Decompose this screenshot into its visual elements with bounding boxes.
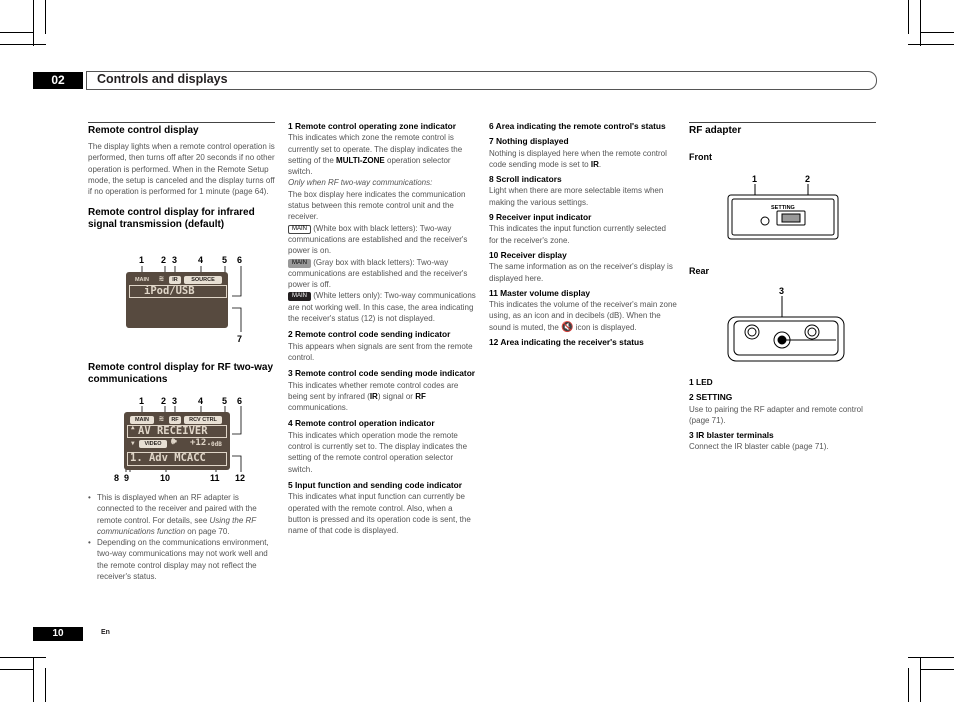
- item2-title: 2 Remote control code sending indicator: [288, 329, 451, 340]
- col1-rule: [88, 122, 275, 123]
- item1-title: 1 Remote control operating zone indicator: [288, 121, 456, 131]
- item4-title: 4 Remote control operation indicator: [288, 418, 435, 429]
- section-number: 02: [33, 72, 83, 89]
- item1-text-c: The box display here indicates the communication status between this remote control unit and the receiver.: [288, 189, 466, 222]
- callout-2: 2: [161, 255, 167, 265]
- section-title: Controls and displays: [97, 72, 228, 86]
- item1-bold: MULTI-ZONE: [336, 155, 385, 165]
- mute-icon: 🔇: [561, 321, 574, 333]
- heading-rf-adapter: RF adapter: [689, 125, 742, 136]
- item1-white-box: (White box with black letters): Two-way communications are established and the receiver's power is on.: [288, 223, 468, 256]
- item8-text: Light when there are more selectable items when making the various settings.: [489, 186, 664, 207]
- language-code: En: [101, 629, 110, 636]
- rf-tag-main: MAIN: [130, 416, 154, 424]
- item11-text: [489, 299, 677, 333]
- bullet-communications: • Depending on the communications environment, two-way communications may not work well and the remote control display may not reflect the receiver's status.: [88, 537, 272, 582]
- tag-main-dark: MAIN: [288, 292, 311, 301]
- item10-text: The same information as on the receiver's display is displayed here.: [489, 262, 673, 283]
- item4-text: This indicates which operation mode the remote control is currently set to. The display indicates the setting of the remote control operation selector switch.: [288, 430, 468, 474]
- item7-text: [489, 148, 677, 171]
- heading-rear: Rear: [689, 266, 710, 276]
- item5-title: 5 Input function and sending code indicator: [288, 479, 463, 490]
- rf-callout-2: 2: [161, 396, 167, 406]
- item1-gray-box: (Gray box with black letters): Two-way communications are established and the receiver's power is off.: [288, 257, 468, 290]
- item3-rf: RF: [415, 391, 426, 401]
- ir-send-icon: ≋: [159, 274, 164, 283]
- heading-front: Front: [689, 152, 712, 162]
- rf-callout-4: 4: [198, 396, 204, 406]
- column-2: [288, 121, 476, 536]
- heading-remote-control-display: Remote control display: [88, 125, 199, 136]
- column-3: [489, 121, 677, 348]
- callout-4: 4: [198, 255, 204, 265]
- item6-title: 6 Area indicating the remote control's status: [489, 121, 666, 131]
- item1-italic: Only when RF two-way communications:: [288, 178, 433, 188]
- rf-callout-6: 6: [237, 396, 243, 406]
- item3-text-c: communications.: [288, 403, 349, 413]
- bullet-rf-adapter: [88, 492, 272, 537]
- rf-volume-unit: 0dB: [211, 441, 222, 448]
- column-1-bullets: [88, 492, 272, 582]
- speaker-icon: 🕪: [171, 437, 177, 447]
- item3-ir: IR: [369, 391, 378, 401]
- item3-text: [288, 380, 476, 414]
- intro-text: The display lights when a remote control operation is performed, then turns off after 20 seconds if no other operation is performed. When in the Remote Setup mode, the setup is canceled and the display turns off if no operation is performed for 1 minute (page 64).: [88, 142, 275, 197]
- item7-text-a: Nothing is displayed here when the remote control code sending mode is set to: [489, 148, 667, 169]
- rf-callout-1: 1: [139, 396, 145, 406]
- item10-title: 10 Receiver display: [489, 249, 567, 260]
- rear-callout-3: 3: [779, 286, 785, 296]
- rf-callout-3: 3: [172, 396, 178, 406]
- rf-callout-11: 11: [210, 473, 220, 483]
- item2-text: This appears when signals are sent from the remote control.: [288, 341, 473, 362]
- item1-text: [288, 132, 476, 177]
- item7-title: 7 Nothing displayed: [489, 136, 569, 147]
- rear-drawing: [726, 295, 846, 365]
- item7-bold: IR: [590, 159, 599, 169]
- rf-volume: +12.: [190, 438, 212, 448]
- item1-white-letters: (White letters only): Two-way communications are not working well. In this case, the area indicating the receiver's status (12) is not displayed.: [288, 291, 476, 324]
- setting-label: SETTING: [771, 205, 795, 211]
- item3-text-b: ) signal or: [377, 391, 416, 401]
- rf-callout-12: 12: [235, 473, 246, 483]
- column-4: [689, 125, 876, 163]
- item5-text: This indicates what input function can currently be operated with the remote control. Also, when a button is pressed and its operation code is sent, the name of that code is displayed.: [288, 492, 471, 536]
- column-1: [88, 125, 275, 231]
- bullet1-text: This is displayed when an RF adapter is connected to the receiver and paired with the remote control. For details, see: [97, 493, 257, 525]
- rf-tag-video: VIDEO: [139, 440, 167, 448]
- tag-main-gray: MAIN: [288, 259, 311, 268]
- bullet1-link-text: Using the RF communications function: [97, 515, 257, 536]
- item3-text-a: This indicates whether remote control codes are being sent by infrared (: [288, 380, 459, 401]
- rf-callout-9: 9: [124, 473, 130, 483]
- ir-tag-ir: IR: [169, 276, 181, 284]
- callout-3: 3: [172, 255, 178, 265]
- ir-tag-main: MAIN: [134, 277, 150, 283]
- page-number: 10: [33, 627, 83, 641]
- rf-callout-8: 8: [114, 473, 120, 483]
- item11-text-b: icon is displayed.: [573, 322, 637, 332]
- callout-6: 6: [237, 255, 243, 265]
- callout-5: 5: [222, 255, 228, 265]
- rf-callout-10: 10: [160, 473, 171, 483]
- item7-text-b: .: [598, 159, 602, 169]
- item11-title: 11 Master volume display: [489, 287, 591, 298]
- rf-send-icon: ≋: [159, 414, 164, 423]
- legend-3-title: 3 IR blaster terminals: [689, 430, 774, 441]
- column-1-lower: [88, 362, 275, 386]
- rf-line3: 1. Adv MCACC: [130, 452, 206, 464]
- rf-tag-rf: RF: [169, 416, 181, 424]
- scroll-up-icon: ▲: [131, 424, 135, 431]
- item8-title: 8 Scroll indicators: [489, 174, 562, 185]
- column-4-rear: [689, 265, 876, 277]
- heading-rf-display: Remote control display for RF two-way communications: [88, 362, 274, 385]
- item3-title: 3 Remote control code sending mode indicator: [288, 368, 476, 379]
- front-drawing: [727, 183, 839, 241]
- heading-ir-display: Remote control display for infrared signal transmission (default): [88, 207, 255, 231]
- item9-text: This indicates the input function currently selected for the receiver's zone.: [489, 224, 666, 245]
- legend-1-title: 1 LED: [689, 377, 713, 387]
- rf-line1: AV RECEIVER: [138, 425, 208, 437]
- item12-title: 12 Area indicating the receiver's status: [489, 337, 644, 348]
- legend-3-text: Connect the IR blaster cable (page 71).: [689, 442, 829, 452]
- front-callout-2: 2: [805, 174, 811, 184]
- item1-text-b: operation selector switch.: [288, 155, 451, 177]
- tag-main-white: MAIN: [288, 225, 311, 234]
- ir-screen-text: iPod/USB: [144, 285, 195, 297]
- legend-2-title: 2 SETTING: [689, 392, 733, 403]
- column-4-legend: [689, 377, 876, 453]
- legend-2-text: Use to pairing the RF adapter and remote control (page 71).: [689, 404, 863, 425]
- rf-tag-rcv-ctrl: RCV CTRL: [184, 416, 222, 424]
- item11-text-a: This indicates the volume of the receiver's main zone using, as an icon and in decibels (dB). When the sound is muted, the: [489, 300, 677, 332]
- rf-callout-5: 5: [222, 396, 228, 406]
- item9-title: 9 Receiver input indicator: [489, 212, 592, 223]
- callout-1: 1: [139, 255, 145, 265]
- item1-text-a: This indicates which zone the remote control is currently set to operate. The display indicates the setting of the: [288, 133, 463, 165]
- ir-tag-source: SOURCE: [184, 276, 222, 284]
- callout-7: 7: [237, 334, 243, 344]
- bullet1-end: on page 70.: [185, 526, 230, 536]
- scroll-down-icon: ▼: [131, 440, 135, 447]
- col4-rule: [689, 122, 876, 123]
- front-callout-1: 1: [752, 174, 758, 184]
